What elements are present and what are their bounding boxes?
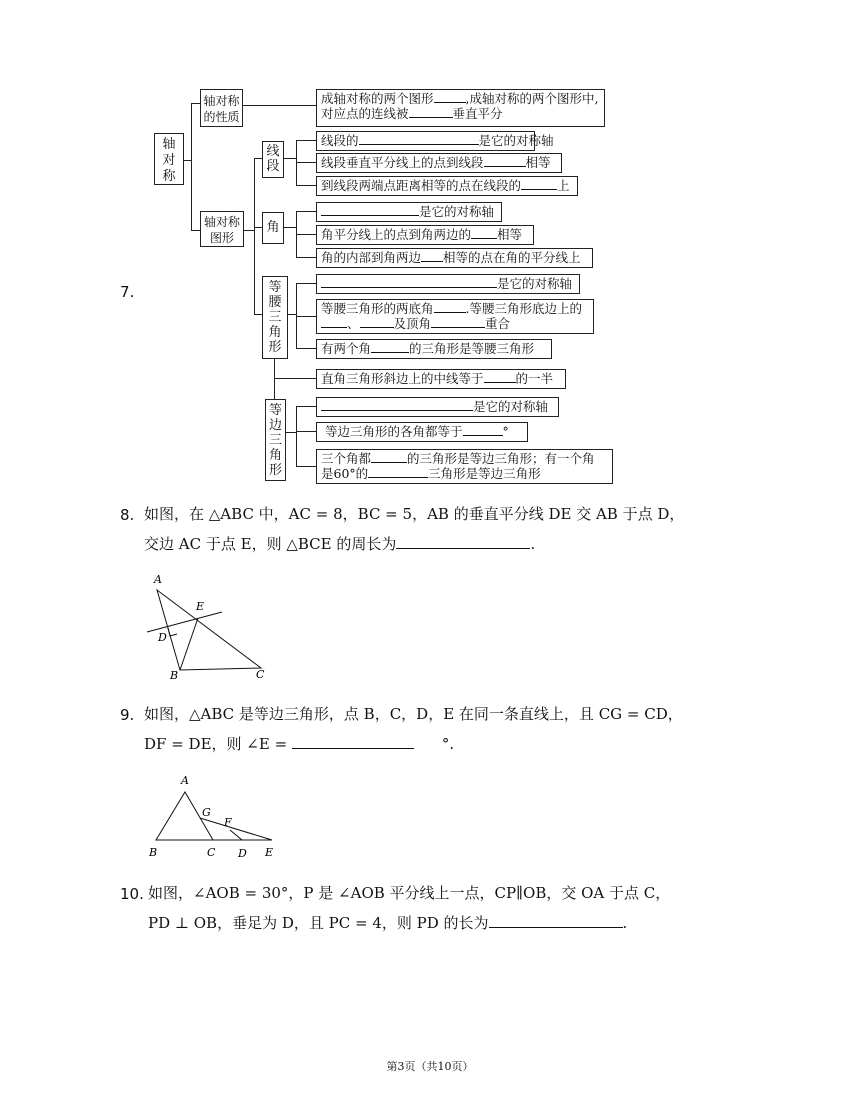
label-B: B bbox=[170, 669, 179, 682]
label-E: E bbox=[265, 846, 274, 859]
angle-node: 角 bbox=[262, 212, 284, 244]
question-8-number: 8. bbox=[120, 506, 135, 524]
property-content: 成轴对称的两个图形 ,成轴对称的两个图形中, 对应点的连线被 垂直平分 bbox=[316, 89, 605, 127]
question-9-number: 9. bbox=[120, 706, 135, 724]
label-D: D bbox=[238, 847, 247, 860]
segment-item-1: 线段的 是它的对称轴 bbox=[316, 131, 535, 151]
page-footer: 第3页（共10页） bbox=[386, 1060, 474, 1073]
label-F: F bbox=[224, 816, 232, 829]
segment-node: 线段 bbox=[262, 141, 284, 178]
property-node: 轴对称的性质 bbox=[200, 89, 243, 127]
question-10-line-2: PD ⊥ OB，垂足为 D，且 PC = 4，则 PD 的长为 . bbox=[148, 909, 627, 937]
figure-q8 bbox=[140, 570, 280, 685]
isosceles-node: 等腰三角形 bbox=[262, 276, 288, 359]
answer-blank-8[interactable] bbox=[396, 532, 530, 549]
isosceles-item-2: 等腰三角形的两底角 .等腰三角形底边上的 、 及顶角 重合 bbox=[316, 299, 594, 334]
angle-item-3: 角的内部到角两边 相等的点在角的平分线上 bbox=[316, 248, 593, 268]
label-C: C bbox=[207, 846, 216, 859]
segment-item-3: 到线段两端点距离相等的点在线段的 上 bbox=[316, 176, 578, 196]
question-9-line-1: 如图，△ABC 是等边三角形，点 B，C，D，E 在同一条直线上，且 CG = CD， bbox=[144, 705, 683, 723]
question-7-number: 7. bbox=[120, 283, 135, 301]
label-E: E bbox=[196, 600, 205, 613]
angle-item-1: 是它的对称轴 bbox=[316, 202, 502, 222]
equilateral-item-3: 三个角都 的三角形是等边三角形；有一个角 是60°的 三角形是等边三角形 bbox=[316, 449, 613, 484]
question-8-line-1: 如图，在 △ABC 中，AC = 8，BC = 5，AB 的垂直平分线 DE 交 AB 于点 D， bbox=[144, 505, 685, 523]
isosceles-item-3: 有两个角 的三角形是等腰三角形 bbox=[316, 339, 552, 359]
figure-q9 bbox=[140, 770, 290, 865]
question-10-line-1: 如图，∠AOB = 30°，P 是 ∠AOB 平分线上一点，CP∥OB，交 OA 于点 C， bbox=[148, 884, 671, 902]
label-C: C bbox=[256, 668, 265, 681]
root-node: 轴对称 bbox=[154, 133, 184, 185]
label-A: A bbox=[181, 774, 189, 787]
label-B: B bbox=[149, 846, 158, 859]
answer-blank-9[interactable] bbox=[292, 732, 414, 749]
question-8-line-2: 交边 AC 于点 E，则 △BCE 的周长为 . bbox=[144, 530, 535, 558]
isosceles-item-1: 是它的对称轴 bbox=[316, 274, 580, 294]
angle-item-2: 角平分线上的点到角两边的 相等 bbox=[316, 225, 534, 245]
question-10-number: 10. bbox=[120, 885, 144, 903]
equilateral-item-2: 等边三角形的各角都等于 ° bbox=[316, 422, 528, 442]
answer-blank-10[interactable] bbox=[489, 911, 623, 928]
equilateral-node: 等边三角形 bbox=[265, 399, 286, 481]
segment-item-2: 线段垂直平分线上的点到线段 相等 bbox=[316, 153, 562, 173]
figure-node: 轴对称图形 bbox=[200, 211, 244, 247]
equilateral-item-1: 是它的对称轴 bbox=[316, 397, 559, 417]
isosceles-item-4: 直角三角形斜边上的中线等于 的一半 bbox=[316, 369, 566, 389]
label-G: G bbox=[202, 806, 211, 819]
question-9-line-2: DF = DE，则 ∠E = °. bbox=[144, 730, 454, 758]
label-D: D bbox=[158, 631, 167, 644]
label-A: A bbox=[154, 573, 162, 586]
